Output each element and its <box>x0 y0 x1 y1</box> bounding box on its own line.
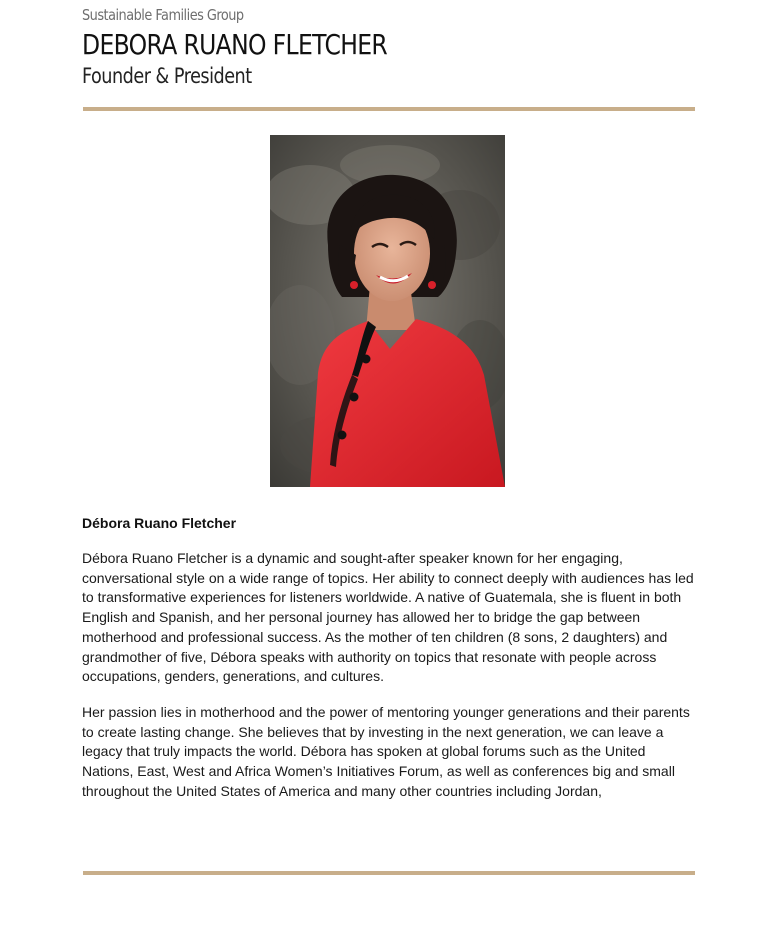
person-role: Founder & President <box>82 64 252 88</box>
person-name-title: DEBORA RUANO FLETCHER <box>82 28 388 61</box>
bio-heading: Débora Ruano Fletcher <box>82 515 237 531</box>
footer-divider <box>83 871 695 875</box>
portrait-photo <box>270 135 505 487</box>
bio-paragraph-2: Her passion lies in motherhood and the power of mentoring younger generations and their parents to create lasting change. She believes that by investing in the next generation, we can leave a legacy that truly impacts the world. Débora has spoken at global forums such as the United Nations, East, West and Africa Women’s Initiatives Forum, as well as conferences big and small throughout the United States of America and many other countries including Jordan, <box>82 704 690 799</box>
header-divider <box>83 107 695 111</box>
bio-paragraph-1: Débora Ruano Fletcher is a dynamic and sought-after speaker known for her engaging, conversational style on a wide range of topics. Her ability to connect deeply with audiences has led to transformative experiences for listeners worldwide. A native of Guatemala, she is fluent in both English and Spanish, and her personal journey has allowed her to bridge the gap between motherhood and professional success. As the mother of ten children (8 sons, 2 daughters) and grandmother of five, Débora speaks with authority on topics that resonate with people across occupations, genders, generations, and cultures. <box>82 550 694 685</box>
organization-name: Sustainable Families Group <box>82 6 244 24</box>
